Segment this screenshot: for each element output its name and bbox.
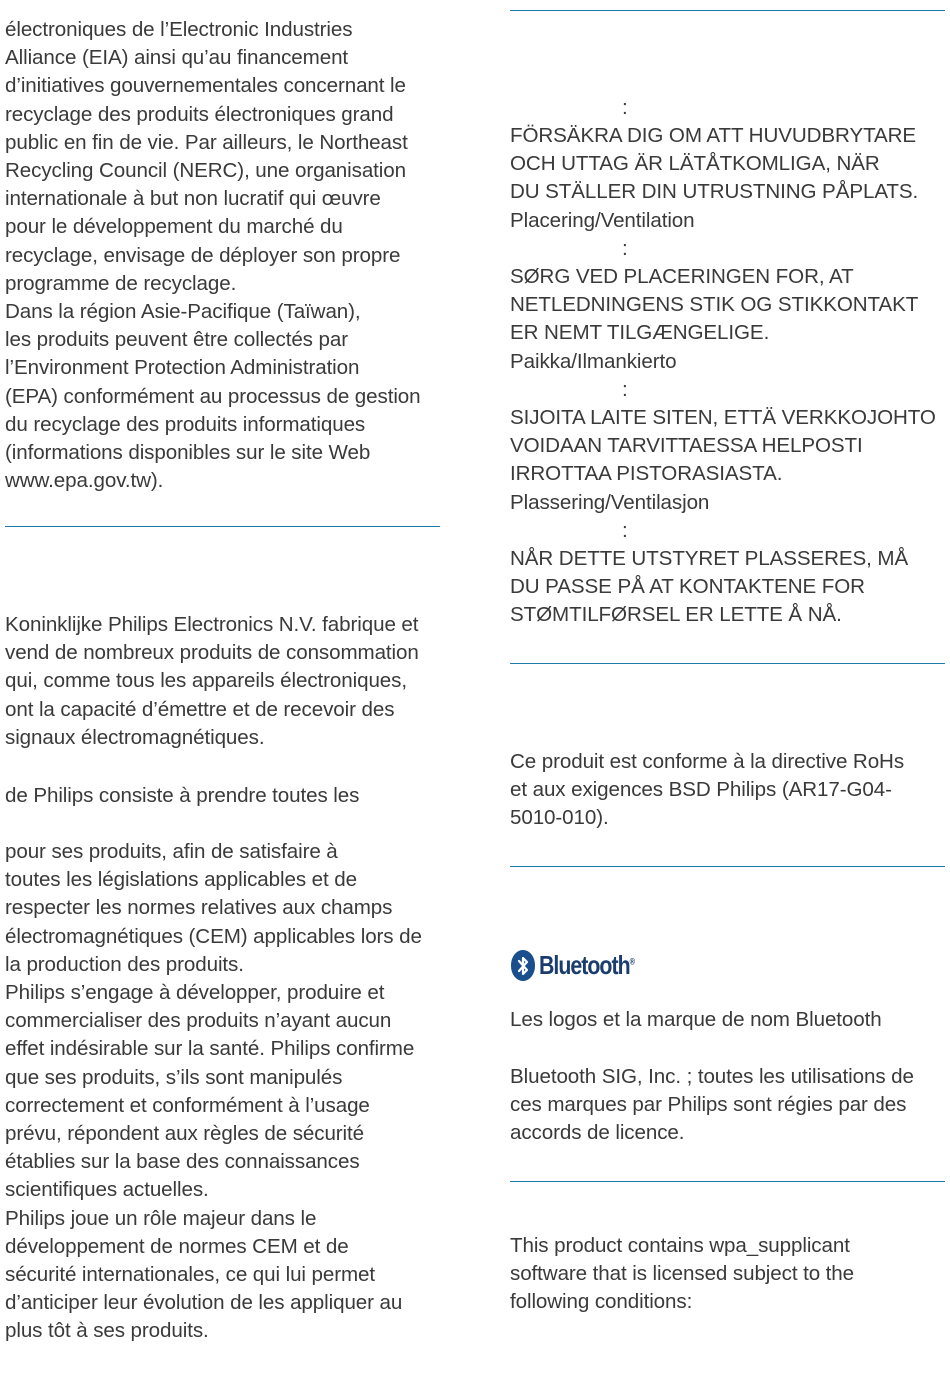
text-line: qui, comme tous les appareils électroniques, <box>5 669 407 693</box>
text-line: Alliance (EIA) ainsi qu’au financement <box>5 46 349 70</box>
text-line: Philips s’engage à développer, produire et <box>5 981 385 1005</box>
text-line: following conditions: <box>510 1290 693 1314</box>
finnish-warning <box>510 404 936 489</box>
text-line: développement de normes CEM et de <box>5 1234 349 1258</box>
text-line: STØMTILFØRSEL ER LETTE Å NÅ. <box>510 603 842 627</box>
text-line: électromagnétiques (CEM) applicables lors de <box>5 924 422 948</box>
section-divider <box>5 526 440 527</box>
bluetooth-trademark-line: Les logos et la marque de nom Bluetooth <box>510 1008 882 1031</box>
text-line: SØRG VED PLACERINGEN FOR, AT <box>510 265 854 288</box>
text-line: Bluetooth SIG, Inc. ; toutes les utilisations de <box>510 1065 914 1088</box>
text-line: et aux exigences BSD Philips (AR17-G04- <box>510 778 892 802</box>
bluetooth-logo-wordmark: Bluetooth® <box>539 950 635 980</box>
section-divider <box>510 663 945 664</box>
text-line: scientifiques actuelles. <box>5 1178 209 1202</box>
emf-details-paragraph <box>5 838 422 1346</box>
text-line: SIJOITA LAITE SITEN, ETTÄ VERKKOJOHTO <box>510 406 936 429</box>
text-line: recyclage, envisage de déployer son propre <box>5 243 401 267</box>
text-line: plus tôt à ses produits. <box>5 1319 209 1343</box>
bluetooth-license-paragraph <box>510 1063 914 1148</box>
text-line: DU STÄLLER DIN UTRUSTNING PÅPLATS. <box>510 180 919 204</box>
text-line: www.epa.gov.tw). <box>5 469 164 493</box>
text-line: électroniques de l’Electronic Industries <box>5 18 353 41</box>
text-line: prévu, répondent aux règles de sécurité <box>5 1122 365 1146</box>
text-line: pour ses produits, afin de satisfaire à <box>5 840 338 863</box>
text-line: ont la capacité d’émettre et de recevoir des <box>5 697 395 721</box>
text-line: accords de licence. <box>510 1121 685 1145</box>
rohs-paragraph <box>510 748 904 833</box>
swedish-warning <box>510 122 918 207</box>
wpa-paragraph <box>510 1232 854 1317</box>
text-line: commercialiser des produits n’ayant aucun <box>5 1009 392 1033</box>
section-divider <box>510 10 945 11</box>
emf-intro-paragraph <box>5 611 419 752</box>
text-line: NETLEDNINGENS STIK OG STIKKONTAKT <box>510 293 919 317</box>
text-line: (informations disponibles sur le site Web <box>5 441 371 465</box>
emf-policy-line <box>5 782 359 810</box>
text-line: ER NEMT TILGÆNGELIGE. <box>510 321 770 345</box>
text-line: de Philips consiste à prendre toutes les <box>5 784 360 807</box>
danish-label: Placering/Ventilation <box>510 209 695 232</box>
text-line: IRROTTAA PISTORASIASTA. <box>510 462 783 486</box>
text-line: ces marques par Philips sont régies par des <box>510 1093 907 1117</box>
text-line: du recyclage des produits informatiques <box>5 412 366 436</box>
text-line: DU PASSE PÅ AT KONTAKTENE FOR <box>510 575 865 599</box>
text-line: Ce produit est conforme à la directive RoHs <box>510 750 905 773</box>
text-line: software that is licensed subject to the <box>510 1262 854 1286</box>
text-line: FÖRSÄKRA DIG OM ATT HUVUDBRYTARE <box>510 124 917 147</box>
text-line: vend de nombreux produits de consommation <box>5 641 419 665</box>
section-divider <box>510 866 945 867</box>
text-line: toutes les législations applicables et de <box>5 868 357 892</box>
colon-marker: : <box>622 519 628 542</box>
text-line: respecter les normes relatives aux champs <box>5 896 393 920</box>
text-line: Philips joue un rôle majeur dans le <box>5 1206 317 1230</box>
danish-warning <box>510 263 918 348</box>
text-line: recyclage des produits électroniques grand <box>5 102 394 126</box>
colon-marker: : <box>622 378 628 401</box>
text-line: Koninklijke Philips Electronics N.V. fabrique et <box>5 613 419 636</box>
text-line: This product contains wpa_supplicant <box>510 1234 850 1257</box>
text-line: (EPA) conformément au processus de gestion <box>5 384 421 408</box>
text-line: pour le développement du marché du <box>5 215 343 239</box>
text-line: l’Environment Protection Administration <box>5 356 360 380</box>
text-line: Recycling Council (NERC), une organisation <box>5 159 406 183</box>
text-line: VOIDAAN TARVITTAESSA HELPOSTI <box>510 434 863 458</box>
text-line: Dans la région Asie-Pacifique (Taïwan), <box>5 300 361 324</box>
bluetooth-logo <box>511 950 655 981</box>
text-line: 5010-010). <box>510 806 609 830</box>
text-line: que ses produits, s’ils sont manipulés <box>5 1065 343 1089</box>
text-line: internationale à but non lucratif qui œuvre <box>5 187 381 211</box>
bluetooth-rune-icon <box>511 950 535 981</box>
text-line: OCH UTTAG ÄR LÄTÅTKOMLIGA, NÄR <box>510 152 880 176</box>
text-line: sécurité internationales, ce qui lui permet <box>5 1263 376 1287</box>
finnish-label: Paikka/Ilmankierto <box>510 350 677 373</box>
section-divider <box>510 1181 945 1182</box>
text-line: d’initiatives gouvernementales concernant le <box>5 74 406 98</box>
text-line: programme de recyclage. <box>5 271 237 295</box>
colon-marker: : <box>622 237 628 260</box>
norwegian-label: Plassering/Ventilasjon <box>510 491 710 514</box>
text-line: NÅR DETTE UTSTYRET PLASSERES, MÅ <box>510 547 909 570</box>
text-line: établies sur la base des connaissances <box>5 1150 360 1174</box>
text-line: correctement et conformément à l’usage <box>5 1093 370 1117</box>
norwegian-warning <box>510 545 908 630</box>
text-line: signaux électromagnétiques. <box>5 725 265 749</box>
recycling-paragraph <box>5 16 421 495</box>
text-line: d’anticiper leur évolution de les appliquer au <box>5 1291 403 1315</box>
text-line: la production des produits. <box>5 952 244 976</box>
text-line: public en fin de vie. Par ailleurs, le Northeast <box>5 130 408 154</box>
colon-marker: : <box>622 96 628 119</box>
text-line: les produits peuvent être collectés par <box>5 328 348 352</box>
text-line: effet indésirable sur la santé. Philips confirme <box>5 1037 415 1061</box>
